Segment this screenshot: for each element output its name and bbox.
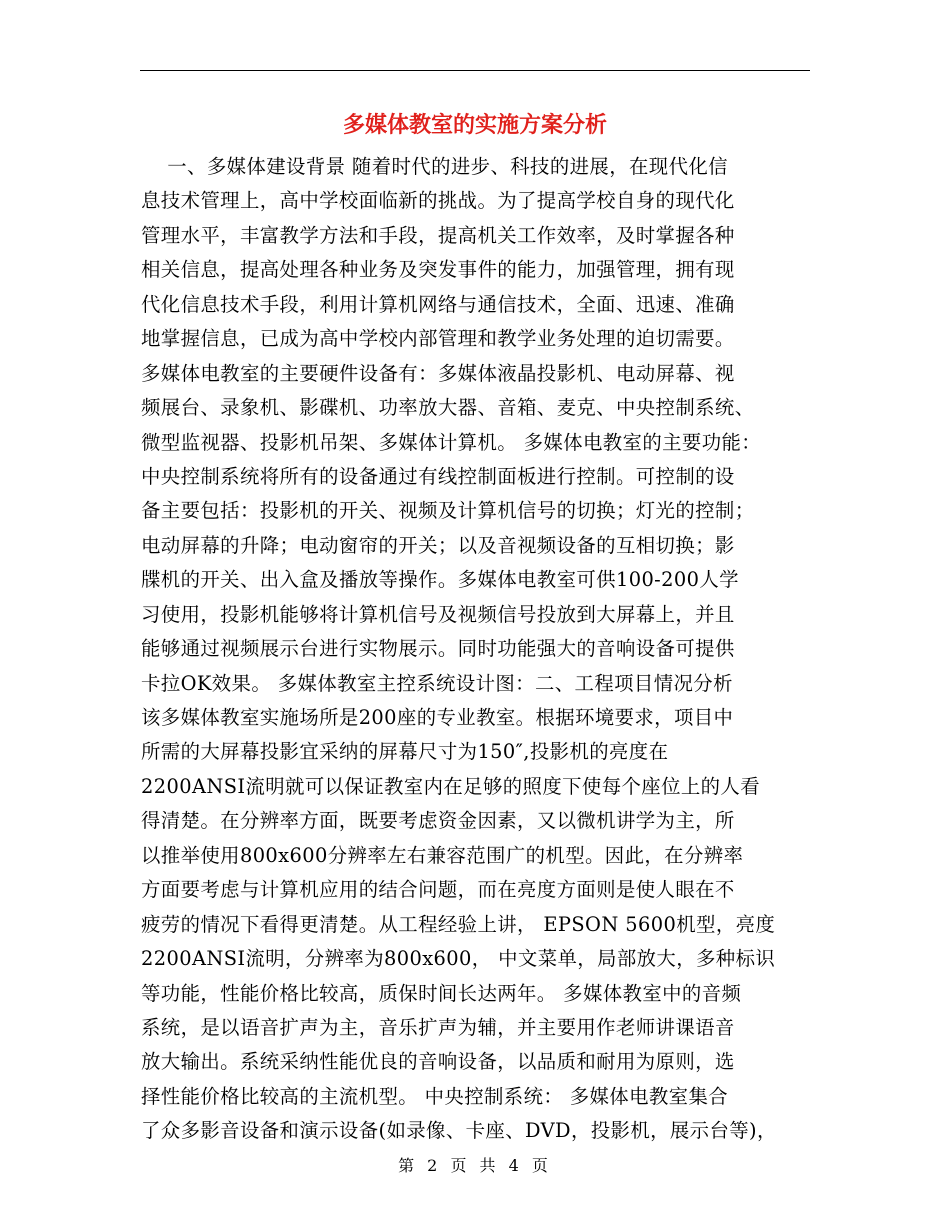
body-line: 多媒体电教室的主要硬件设备有：多媒体液晶投影机、电动屏幕、视 [141,361,735,385]
body-line: 频展台、录象机、影碟机、功率放大器、音箱、麦克、中央控制系统、 [141,396,755,420]
body-line: 放大输出。系统采纳性能优良的音响设备，以品质和耐用为原则，选 [141,1050,735,1074]
body-line: 习使用，投影机能够将计算机信号及视频信号投放到大屏幕上，并且 [141,602,735,626]
body-line: 以推举使用800x600分辨率左右兼容范围广的机型。因此，在分辨率 [141,843,744,867]
body-line: 息技术管理上，高中学校面临新的挑战。为了提高学校自身的现代化 [141,189,735,213]
document-title: 多媒体教室的实施方案分析 [342,113,607,138]
body-line: 微型监视器、投影机吊架、多媒体计算机。 多媒体电教室的主要功能： [141,430,762,454]
body-line: 2200ANSI流明，分辨率为800x600， 中文菜单，局部放大，多种标识 [141,947,776,971]
body-line: 疲劳的情况下看得更清楚。从工程经验上讲， EPSON 5600机型，亮度 [141,912,776,936]
body-line: 方面要考虑与计算机应用的结合问题，而在亮度方面则是使人眼在不 [141,878,735,902]
body-line: 电动屏幕的升降；电动窗帘的开关；以及音视频设备的互相切换；影 [141,533,735,557]
body-line: 相关信息，提高处理各种业务及突发事件的能力，加强管理，拥有现 [141,258,735,282]
body-line: 得清楚。在分辨率方面，既要考虑资金因素，又以微机讲学为主，所 [141,809,735,833]
header-rule [140,70,810,71]
body-line: 能够通过视频展示台进行实物展示。同时功能强大的音响设备可提供 [141,637,735,661]
body-line: 择性能价格比较高的主流机型。 中央控制系统： 多媒体电教室集合 [141,1084,729,1108]
body-line: 2200ANSI流明就可以保证教室内在足够的照度下使每个座位上的人看 [141,774,761,798]
body-line: 卡拉OK效果。 多媒体教室主控系统设计图：二、工程项目情况分析 [141,671,733,695]
page-footer: 第 2 页 共 4 页 [398,1156,552,1175]
body-line: 该多媒体教室实施场所是200座的专业教室。根据环境要求，项目中 [141,706,734,729]
body-line: 备主要包括：投影机的开关、视频及计算机信号的切换；灯光的控制； [141,499,755,523]
body-line: 牒机的开关、出入盒及播放等操作。多媒体电教室可供100-200人学 [141,568,739,592]
body-line: 一、多媒体建设背景 随着时代的进步、科技的进展，在现代化信 [141,155,728,178]
body-text [141,150,821,1149]
body-line: 管理水平，丰富教学方法和手段，提高机关工作效率，及时掌握各种 [141,223,735,247]
body-line: 系统，是以语音扩声为主，音乐扩声为辅，并主要用作老师讲课语音 [141,1015,735,1039]
body-line: 了众多影音设备和演示设备(如录像、卡座、DVD，投影机，展示台等)， [141,1119,777,1143]
body-line: 等功能，性能价格比较高，质保时间长达两年。 多媒体教室中的音频 [141,981,742,1005]
body-line: 地掌握信息，已成为高中学校内部管理和教学业务处理的迫切需要。 [141,327,735,351]
body-line: 所需的大屏幕投影宜采纳的屏幕尺寸为150″,投影机的亮度在 [141,740,669,764]
body-line: 中央控制系统将所有的设备通过有线控制面板进行控制。可控制的设 [141,464,735,488]
body-line: 代化信息技术手段，利用计算机网络与通信技术，全面、迅速、准确 [141,292,735,316]
